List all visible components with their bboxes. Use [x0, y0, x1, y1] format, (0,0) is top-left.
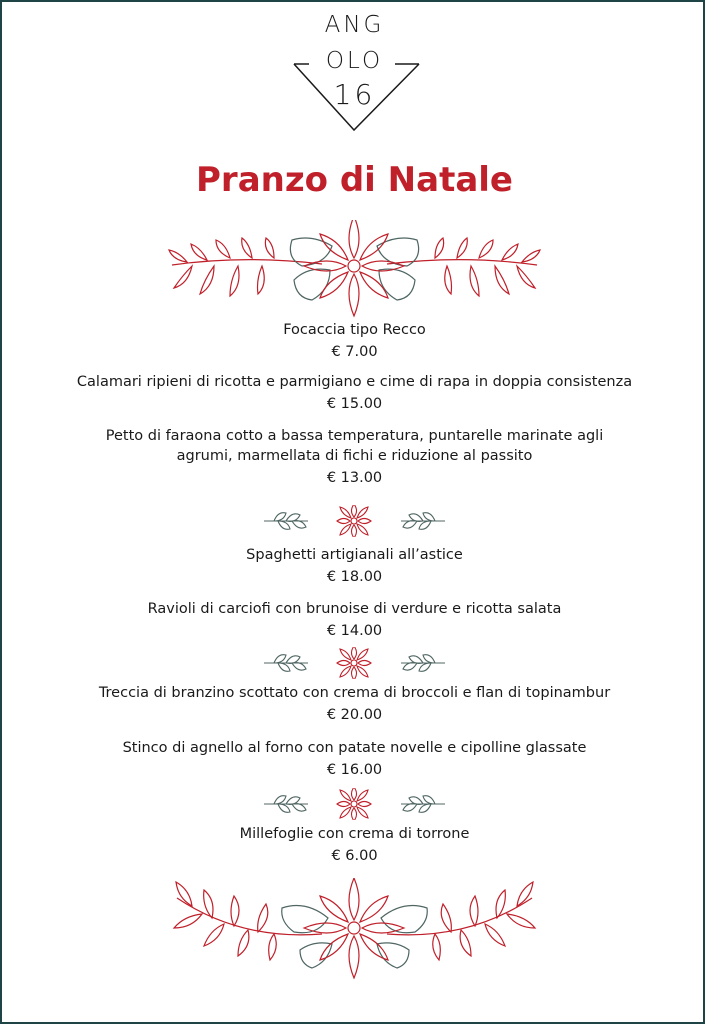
dish-name: Stinco di agnello al forno con patate novelle e cipolline glassate [122, 740, 587, 756]
dish-name: Petto di faraona cotto a bassa temperatura, puntarelle marinate agli agrumi, marmellata di fichi e riduzione al passito [105, 428, 604, 464]
logo [2, 2, 705, 142]
small-poinsettia-divider-icon [2, 788, 705, 820]
logo-line-2: OLO [325, 48, 384, 74]
menu-title: Pranzo di Natale [196, 160, 513, 200]
dish-price: € 14.00 [326, 623, 383, 639]
logo-line-1: ANG [324, 12, 385, 38]
dish-name: Treccia di branzino scottato con crema di broccoli e flan di topinambur [98, 685, 611, 701]
dish-price: € 13.00 [326, 470, 383, 486]
small-poinsettia-divider-icon [2, 505, 705, 537]
dish-price: € 20.00 [326, 707, 383, 723]
dish-item [42, 683, 667, 725]
poinsettia-garland-icon [2, 878, 705, 988]
dish-price: € 18.00 [326, 569, 383, 585]
dish-price: € 6.00 [331, 848, 378, 864]
dish-name: Ravioli di carciofi con brunoise di verdure e ricotta salata [147, 601, 562, 617]
dish-item [42, 599, 667, 641]
dish-name: Calamari ripieni di ricotta e parmigiano e cime di rapa in doppia consistenza [76, 374, 633, 390]
dish-price: € 16.00 [326, 762, 383, 778]
dish-name: Focaccia tipo Recco [283, 322, 426, 338]
dish-name: Spaghetti artigianali all’astice [246, 547, 463, 563]
dish-name: Millefoglie con crema di torrone [239, 826, 470, 842]
dish-item [42, 545, 667, 587]
dish-item [42, 372, 667, 414]
poinsettia-garland-icon [2, 220, 705, 320]
dish-price: € 7.00 [331, 344, 378, 360]
small-poinsettia-divider-icon [2, 647, 705, 679]
dish-item [42, 320, 667, 362]
logo-line-3: 16 [333, 78, 376, 111]
dish-price: € 15.00 [326, 396, 383, 412]
dish-item [42, 824, 667, 866]
dish-item [92, 426, 617, 488]
dish-item [42, 738, 667, 780]
